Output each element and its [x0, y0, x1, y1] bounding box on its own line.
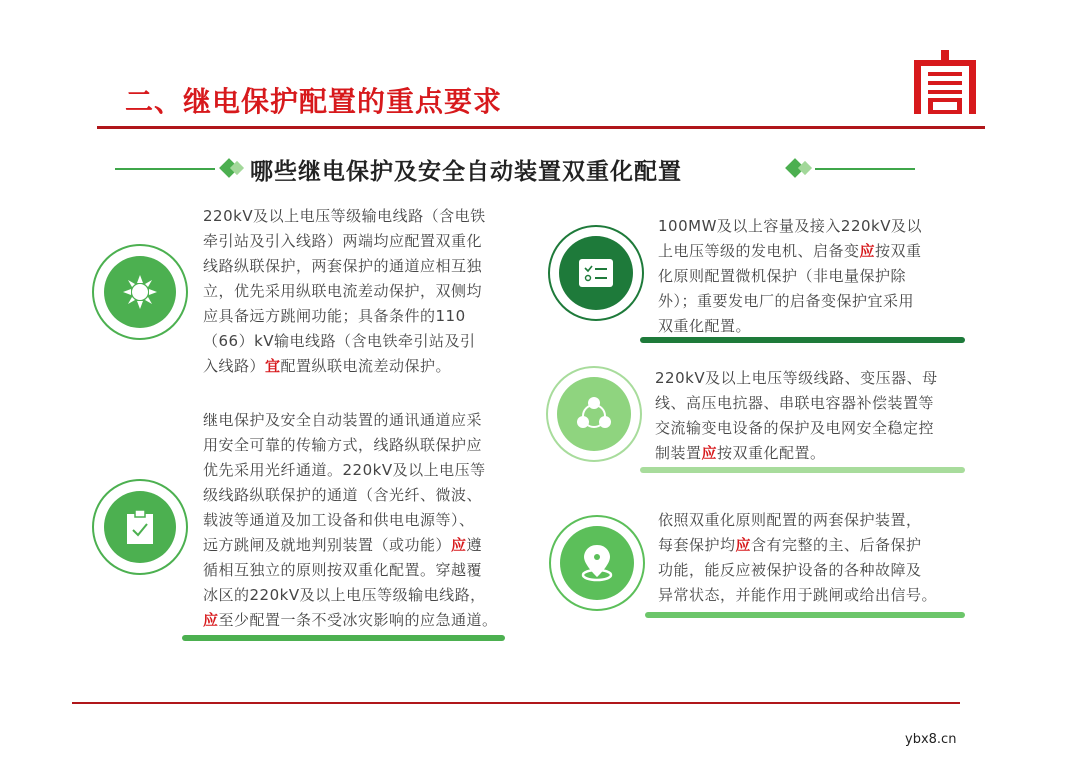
text-line: [203, 533, 498, 558]
network-icon: [546, 366, 642, 462]
block-right-3: [658, 508, 937, 608]
text-line: [658, 314, 922, 339]
accent-bar: [645, 612, 965, 618]
text-line: [658, 289, 922, 314]
text-segment: 220kV及以上电压等级输电线路（含电铁: [203, 207, 486, 225]
text-segment: 冰区的220kV及以上电压等级输电线路，: [203, 586, 486, 604]
text-segment: 每套保护均: [658, 536, 736, 554]
text-line: [203, 304, 486, 329]
text-line: [203, 433, 498, 458]
text-segment: 制装置: [655, 444, 702, 462]
text-segment: 双重化配置。: [658, 317, 752, 335]
location-pin-icon: [549, 515, 645, 611]
text-line: [658, 508, 937, 533]
text-segment: 入线路）: [203, 357, 266, 375]
text-line: [203, 204, 486, 229]
text-segment: 遵: [466, 536, 483, 554]
text-line: [658, 214, 922, 239]
text-line: [203, 254, 486, 279]
text-segment: 交流输变电设备的保护及电网安全稳定控: [655, 419, 935, 437]
text-segment: 循相互独立的原则按双重化配置。穿越覆: [203, 561, 483, 579]
company-logo: [910, 46, 980, 116]
text-line: [658, 264, 922, 289]
text-line: [203, 483, 498, 508]
text-segment: 100MW及以上容量及接入220kV及以: [658, 217, 922, 235]
text-segment: 用安全可靠的传输方式，线路纵联保护应: [203, 436, 483, 454]
subtitle-line-left: [115, 168, 215, 170]
text-segment: 含有完整的主、后备保护: [751, 536, 922, 554]
footer-divider: [72, 702, 960, 704]
text-segment: 立，优先采用纵联电流差动保护，双侧均: [203, 282, 483, 300]
subtitle-line-right: [815, 168, 915, 170]
text-segment: 异常状态，并能作用于跳闸或给出信号。: [658, 586, 938, 604]
text-line: [203, 354, 486, 379]
section-subtitle: 哪些继电保护及安全自动装置双重化配置: [250, 159, 682, 185]
text-segment: 载波等通道及加工设备和供电电源等）、: [203, 511, 475, 529]
text-line: [203, 408, 498, 433]
text-segment: 线路纵联保护，两套保护的通道应相互独: [203, 257, 483, 275]
text-line: [658, 533, 937, 558]
emphasis-text: 应: [451, 536, 467, 554]
text-segment: 至少配置一条不受冰灾影响的应急通道。: [218, 611, 498, 629]
text-segment: 远方跳闸及就地判别装置（或功能）: [203, 536, 452, 554]
text-segment: 依照双重化原则配置的两套保护装置，: [658, 511, 922, 529]
block-right-1: [658, 214, 922, 339]
text-segment: 应具备远方跳闸功能；具备条件的110: [203, 307, 466, 325]
text-line: [203, 583, 498, 608]
text-line: [203, 608, 498, 633]
emphasis-text: 应: [203, 611, 219, 629]
text-segment: 牵引站及引入线路）两端均应配置双重化: [203, 232, 483, 250]
text-segment: 上电压等级的发电机、启备变: [658, 242, 860, 260]
sun-icon: [92, 244, 188, 340]
block-left-1: [203, 204, 486, 379]
emphasis-text: 应: [701, 444, 718, 462]
clipboard-check-icon: [92, 479, 188, 575]
text-segment: 继电保护及安全自动装置的通讯通道应采: [203, 411, 483, 429]
text-line: [203, 508, 498, 533]
emphasis-text: 应: [735, 536, 752, 554]
text-line: [655, 391, 938, 416]
accent-bar: [182, 635, 505, 641]
checklist-icon: [548, 225, 644, 321]
text-line: [203, 458, 498, 483]
text-segment: 220kV及以上电压等级线路、变压器、母: [655, 369, 938, 387]
emphasis-text: 应: [859, 242, 876, 260]
text-segment: 按双重化配置。: [717, 444, 826, 462]
text-segment: 级线路纵联保护的通道（含光纤、微波、: [203, 486, 483, 504]
text-line: [203, 558, 498, 583]
text-line: [655, 366, 938, 391]
block-left-2: [203, 408, 498, 633]
text-line: [658, 558, 937, 583]
text-segment: 优先采用光纤通道。220kV及以上电压等: [203, 461, 486, 479]
text-line: [203, 229, 486, 254]
slide-title: 二、继电保护配置的重点要求: [125, 85, 503, 118]
text-line: [655, 416, 938, 441]
text-segment: 化原则配置微机保护（非电量保护除: [658, 267, 907, 285]
text-line: [658, 239, 922, 264]
text-line: [203, 329, 486, 354]
accent-bar: [640, 337, 965, 343]
text-segment: （66）kV输电线路（含电铁牵引站及引: [203, 332, 476, 350]
text-segment: 功能，能反应被保护设备的各种故障及: [658, 561, 922, 579]
accent-bar: [640, 467, 965, 473]
title-divider: [97, 126, 985, 129]
text-line: [658, 583, 937, 608]
emphasis-text: 宜: [265, 357, 281, 375]
watermark: ybx8.cn: [905, 732, 957, 747]
text-segment: 线、高压电抗器、串联电容器补偿装置等: [655, 394, 935, 412]
block-right-2: [655, 366, 938, 466]
text-segment: 外）；重要发电厂的启备变保护宜采用: [658, 292, 915, 310]
text-line: [203, 279, 486, 304]
text-line: [655, 441, 938, 466]
text-segment: 配置纵联电流差动保护。: [280, 357, 452, 375]
text-segment: 按双重: [875, 242, 922, 260]
